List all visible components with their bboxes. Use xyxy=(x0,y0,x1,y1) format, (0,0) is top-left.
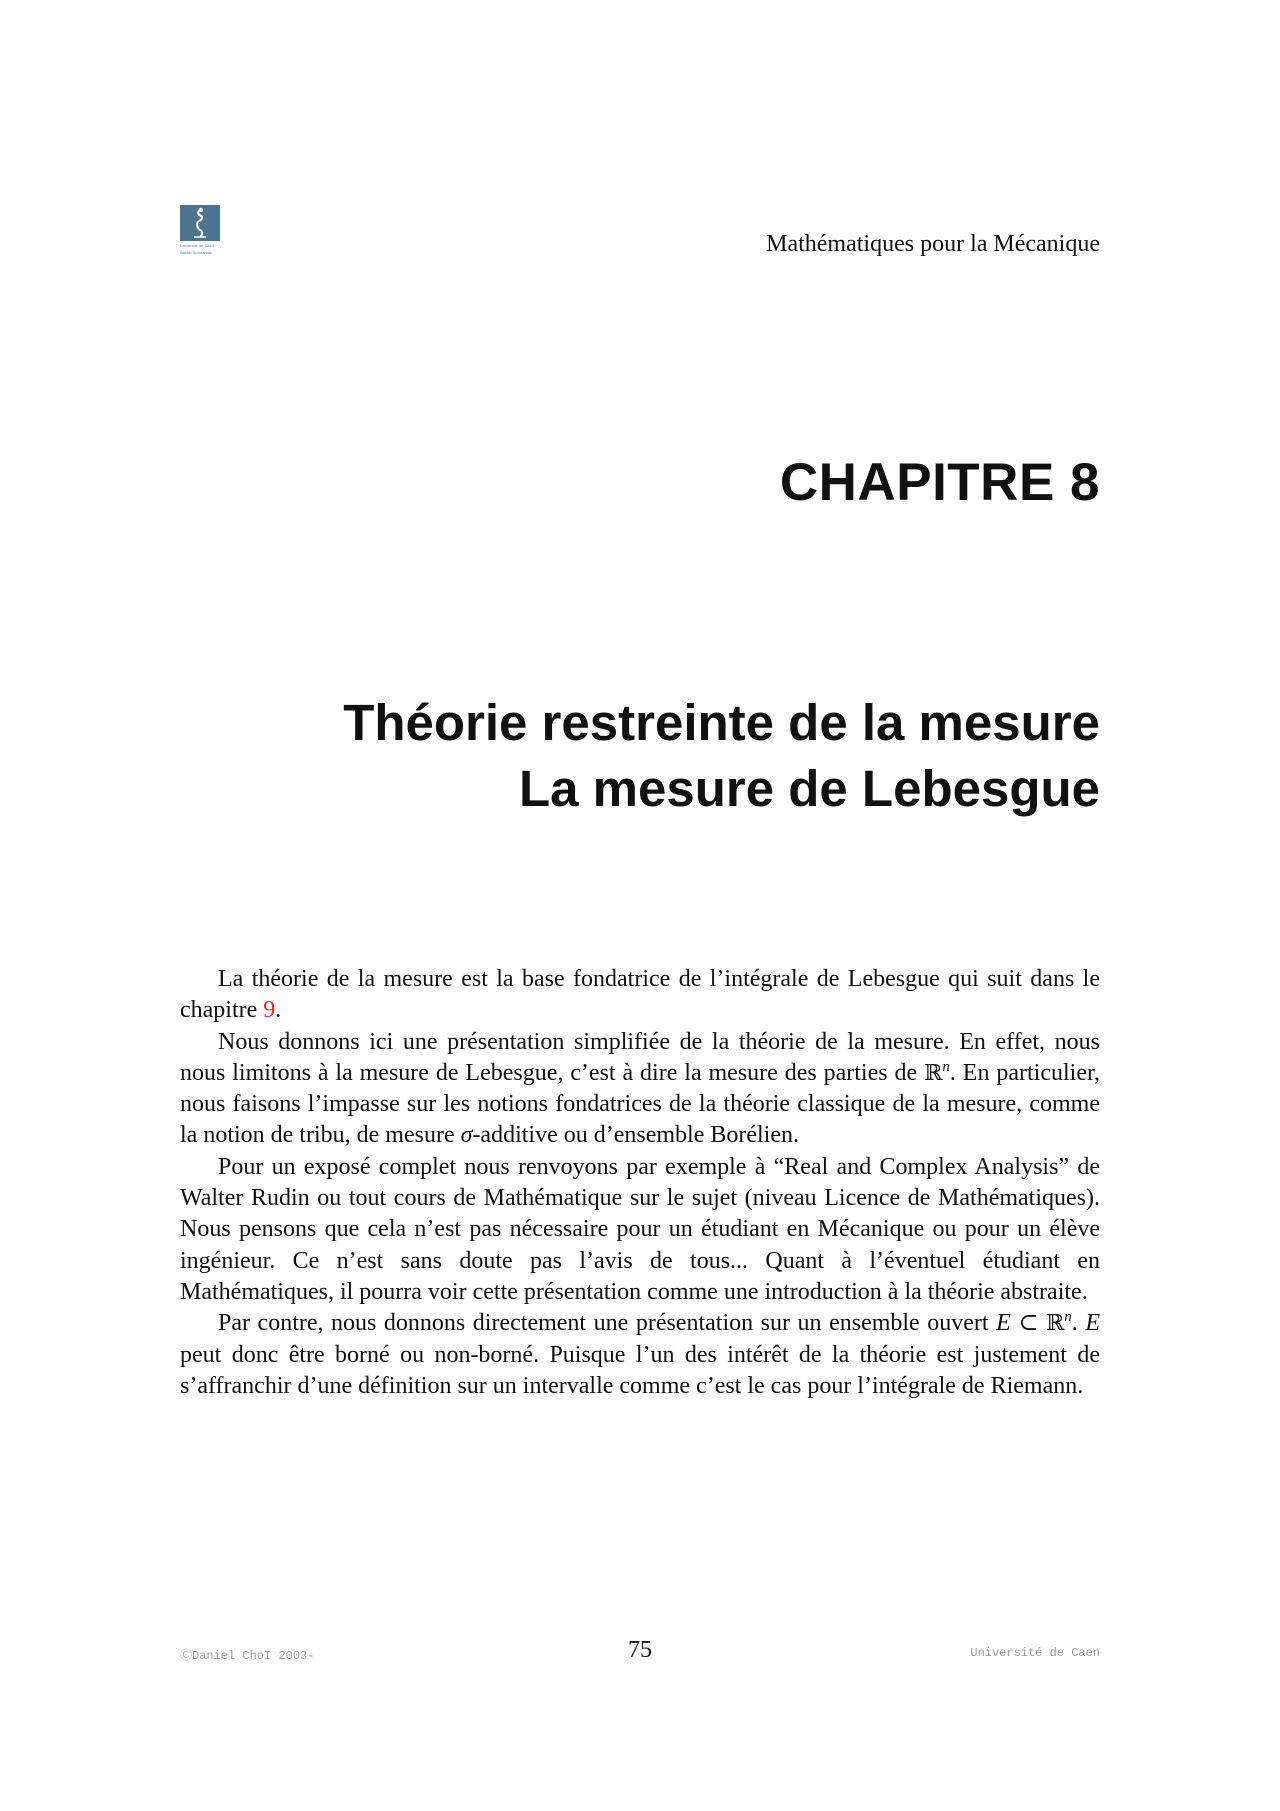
math-exponent-n: n xyxy=(942,1058,950,1075)
chapter-title-line-2: La mesure de Lebesgue xyxy=(518,760,1100,817)
chapter-title xyxy=(343,690,1100,822)
paragraph-2 xyxy=(180,1027,1100,1152)
math-real-numbers: ℝ xyxy=(924,1060,943,1086)
university-logo xyxy=(180,205,220,257)
math-set-e: E xyxy=(996,1310,1011,1337)
page-number: 75 xyxy=(628,1637,652,1663)
paragraph-4 xyxy=(180,1308,1100,1402)
math-sigma: σ xyxy=(460,1122,473,1149)
footer-university: Université de Caen xyxy=(970,1646,1100,1660)
chapter-title-line-1: Théorie restreinte de la mesure xyxy=(343,694,1100,751)
paragraph-2-text: Nous donnons ici une présentation simplifiée de la théorie de la mesure. En effet, nous nous limitons à la mesure de Lebesgue, c’est à dire la mesure des parties de xyxy=(180,1028,1100,1086)
paragraph-2-text-b: . En particulier, nous faisons l’impasse sur les notions fondatrices de la théorie classique de la mesure, comme la notion de tribu, de mesure xyxy=(180,1059,1101,1149)
math-exponent-n-2: n xyxy=(1064,1309,1072,1326)
paragraph-1 xyxy=(180,964,1100,1027)
math-subset: ⊂ xyxy=(1010,1310,1046,1337)
paragraph-4-sep: . xyxy=(1071,1310,1086,1337)
chapter-label: CHAPITRE 8 xyxy=(779,453,1100,512)
paragraph-3: Pour un exposé complet nous renvoyons par exemple à “Real and Complex Analysis” de Walter Rudin ou tout cours de Mathématique sur le sujet (niveau Licence de Mathématiques). Nous pensons que cela n’est pas nécessaire pour un étudiant en Mécanique ou pour un élève ingénieur. Ce n’est sans doute pas l’avis de tous... Quant à l’éventuel étudiant en Mathématiques, il pourra voir cette présentation comme une introduction à la théorie abstraite. xyxy=(180,1153,1100,1305)
logo-emblem-icon xyxy=(180,205,220,241)
math-real-numbers-2: ℝ xyxy=(1046,1311,1065,1337)
logo-caption-1: Université de Caen xyxy=(180,243,215,248)
paragraph-4-end: peut donc être borné ou non-borné. Puisque l’un des intérêt de la théorie est justement de s’affranchir d’une définition sur un intervalle comme c’est le cas pour l’intégrale de Riemann. xyxy=(180,1341,1100,1399)
paragraph-2-end: -additive ou d’ensemble Borélien. xyxy=(472,1122,800,1149)
paragraph-1-end: . xyxy=(275,997,282,1024)
logo-caption-2: Basse-Normandie xyxy=(180,250,213,255)
paragraph-4-text: Par contre, nous donnons directement une présentation sur un ensemble ouvert xyxy=(218,1310,997,1337)
body-text xyxy=(180,964,1100,1402)
math-set-e-2: E xyxy=(1085,1310,1101,1337)
chapter-9-link[interactable]: 9 xyxy=(263,997,276,1024)
running-head: Mathématiques pour la Mécanique xyxy=(766,231,1100,257)
footer-copyright: ⒸDaniel ChoI 2003- xyxy=(180,1649,315,1663)
paragraph-1-text: La théorie de la mesure est la base fondatrice de l’intégrale de Lebesgue qui suit dans le chapitre xyxy=(180,966,1100,1024)
